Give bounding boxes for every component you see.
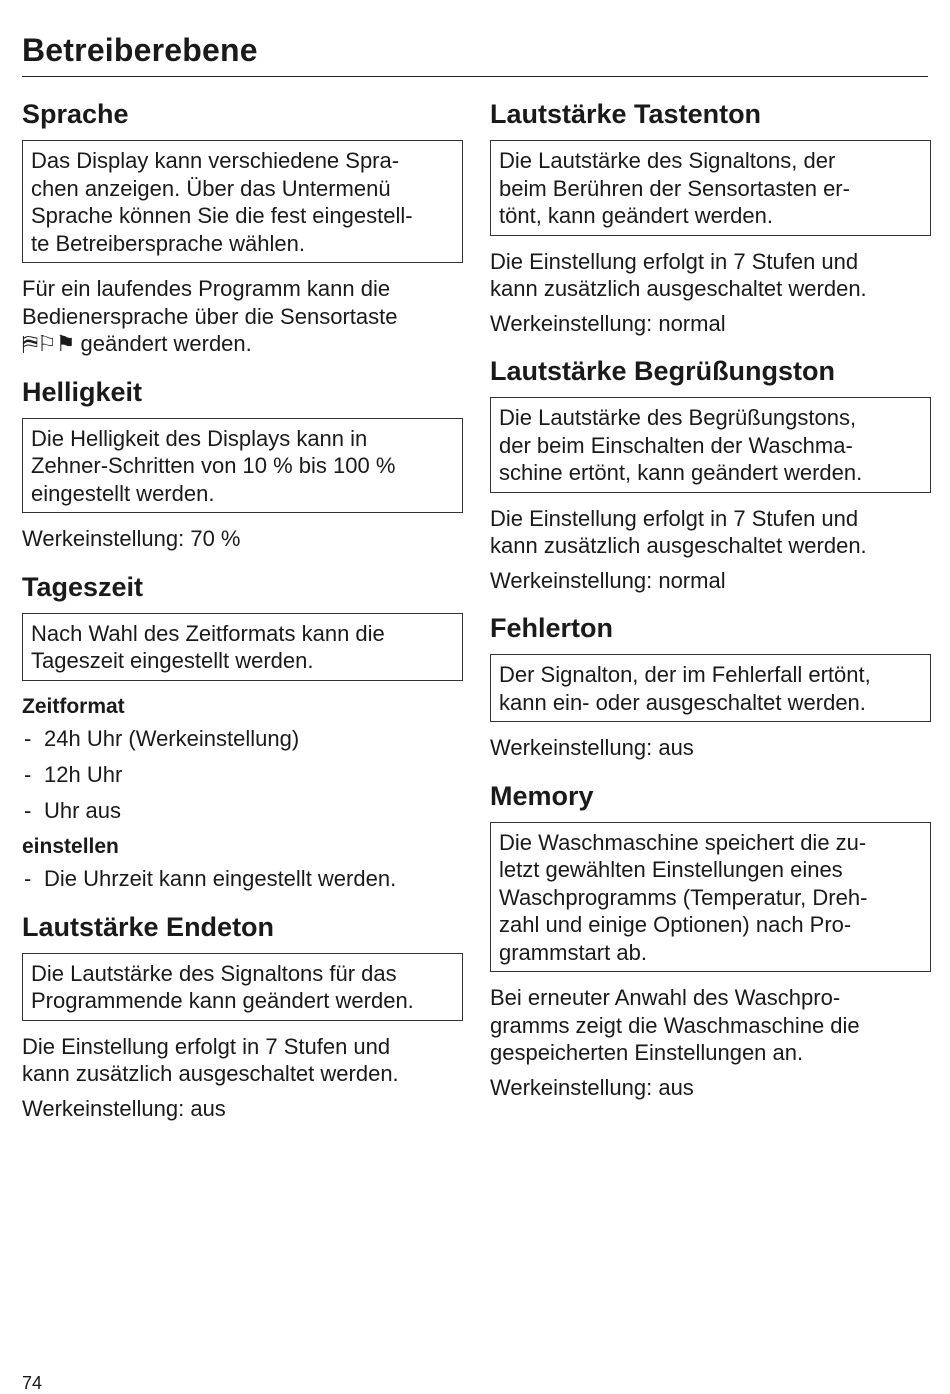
section-tastenton bbox=[490, 98, 931, 337]
right-column bbox=[490, 98, 931, 1119]
list-item-text: Die Uhrzeit kann eingestellt werden. bbox=[44, 865, 397, 891]
factory-setting: Werkeinstellung: normal bbox=[490, 567, 726, 593]
box-line: schine ertönt, kann geändert werden. bbox=[499, 460, 863, 485]
box-line: Die Waschmaschine speichert die zu- bbox=[499, 829, 867, 855]
info-box bbox=[490, 822, 931, 973]
info-box bbox=[22, 613, 463, 681]
info-box bbox=[490, 140, 931, 236]
left-column bbox=[22, 98, 463, 1140]
info-box bbox=[490, 654, 931, 722]
section-fehlerton bbox=[490, 612, 931, 762]
list-item-text: Uhr aus bbox=[44, 797, 122, 823]
text-line: kann zusätzlich ausgeschaltet werden. bbox=[490, 533, 867, 558]
box-line: eingestellt werden. bbox=[31, 480, 215, 506]
box-line: kann ein- oder ausgeschaltet werden. bbox=[499, 689, 866, 715]
box-line: Tageszeit eingestellt werden. bbox=[31, 648, 314, 673]
text-line: Bei erneuter Anwahl des Waschpro- bbox=[490, 985, 841, 1010]
paragraph bbox=[490, 984, 931, 1067]
subheading-zeitformat: Zeitformat bbox=[22, 694, 125, 718]
box-line: Die Lautstärke des Signaltons für das bbox=[31, 960, 397, 986]
section-title: Helligkeit bbox=[22, 376, 143, 407]
text-line: Die Einstellung erfolgt in 7 Stufen und bbox=[22, 1033, 391, 1059]
list-item-text: 12h Uhr bbox=[44, 761, 123, 787]
box-line: der beim Einschalten der Waschma- bbox=[499, 432, 853, 458]
text-fragment: geändert werden. bbox=[74, 331, 252, 356]
box-line: chen anzeigen. Über das Untermenü bbox=[31, 175, 391, 201]
list-item: - 12h Uhr bbox=[24, 761, 123, 787]
section-title: Fehlerton bbox=[490, 613, 614, 643]
box-line: Waschprogramms (Temperatur, Dreh- bbox=[499, 884, 868, 910]
section-memory bbox=[490, 780, 931, 1102]
text-line: gramms zeigt die Waschmaschine die bbox=[490, 1012, 860, 1038]
paragraph bbox=[22, 275, 463, 358]
list-item: - 24h Uhr (Werkeinstellung) bbox=[24, 725, 300, 751]
page-header bbox=[22, 28, 928, 77]
box-line: te Betreibersprache wählen. bbox=[31, 230, 305, 256]
page-number: 74 bbox=[22, 1373, 43, 1393]
section-endeton bbox=[22, 911, 463, 1123]
info-box bbox=[490, 397, 931, 493]
box-line: Nach Wahl des Zeitformats kann die bbox=[31, 620, 385, 646]
box-line: Die Lautstärke des Begrüßungstons, bbox=[499, 405, 857, 430]
text-line: gespeicherten Einstellungen an. bbox=[490, 1040, 804, 1065]
section-tageszeit bbox=[22, 571, 463, 893]
section-title: Tageszeit bbox=[22, 571, 144, 602]
box-line: tönt, kann geändert werden. bbox=[499, 203, 773, 228]
text-line: kann zusätzlich ausgeschaltet werden. bbox=[22, 1061, 399, 1086]
factory-setting: Werkeinstellung: 70 % bbox=[22, 526, 241, 551]
subheading-einstellen: einstellen bbox=[22, 834, 119, 858]
section-title: Lautstärke Endeton bbox=[22, 911, 275, 942]
box-line: Das Display kann verschiedene Spra- bbox=[31, 148, 400, 173]
box-line: Die Lautstärke des Signaltons, der bbox=[499, 148, 836, 173]
box-line: beim Berühren der Sensortasten er- bbox=[499, 175, 850, 201]
text-line: Bedienersprache über die Sensortaste bbox=[22, 303, 398, 329]
paragraph bbox=[490, 505, 931, 560]
section-title: Memory bbox=[490, 780, 594, 811]
factory-setting: Werkeinstellung: aus bbox=[490, 1074, 694, 1100]
section-title: Lautstärke Tastenton bbox=[490, 99, 762, 129]
info-box bbox=[22, 418, 463, 514]
list-item: - Uhr aus bbox=[24, 797, 122, 823]
factory-setting: Werkeinstellung: normal bbox=[490, 310, 726, 336]
factory-setting: Werkeinstellung: aus bbox=[22, 1095, 226, 1121]
paragraph bbox=[22, 1033, 463, 1088]
text-line: Die Einstellung erfolgt in 7 Stufen und bbox=[490, 248, 859, 274]
list-item-text: 24h Uhr (Werkeinstellung) bbox=[44, 725, 300, 751]
info-box bbox=[22, 140, 463, 263]
text-line: kann zusätzlich ausgeschaltet werden. bbox=[490, 276, 867, 301]
box-line: Die Helligkeit des Displays kann in bbox=[31, 425, 368, 451]
language-sensor-key-icon: ⛿⚐⚑ bbox=[22, 331, 75, 356]
box-line: Sprache können Sie die fest eingestell- bbox=[31, 203, 413, 228]
text-line: Für ein laufendes Programm kann die bbox=[22, 276, 391, 301]
section-begruessungston bbox=[490, 355, 931, 594]
box-line: Programmende kann geändert werden. bbox=[31, 988, 414, 1013]
text-line: Die Einstellung erfolgt in 7 Stufen und bbox=[490, 505, 859, 531]
paragraph bbox=[490, 248, 931, 303]
section-helligkeit bbox=[22, 376, 463, 553]
box-line: grammstart ab. bbox=[499, 939, 647, 965]
list-item: - Die Uhrzeit kann eingestellt werden. bbox=[24, 865, 397, 891]
text-line bbox=[22, 330, 463, 358]
factory-setting: Werkeinstellung: aus bbox=[490, 735, 694, 760]
section-title: Sprache bbox=[22, 99, 129, 129]
box-line: letzt gewählten Einstellungen eines bbox=[499, 857, 843, 882]
box-line: Zehner-Schritten von 10 % bis 100 % bbox=[31, 453, 396, 478]
box-line: Der Signalton, der im Fehlerfall ertönt, bbox=[499, 662, 871, 687]
box-line: zahl und einige Optionen) nach Pro- bbox=[499, 912, 852, 937]
page-title: Betreiberebene bbox=[22, 32, 258, 68]
info-box bbox=[22, 953, 463, 1021]
section-title: Lautstärke Begrüßungston bbox=[490, 356, 836, 386]
section-sprache bbox=[22, 98, 463, 358]
